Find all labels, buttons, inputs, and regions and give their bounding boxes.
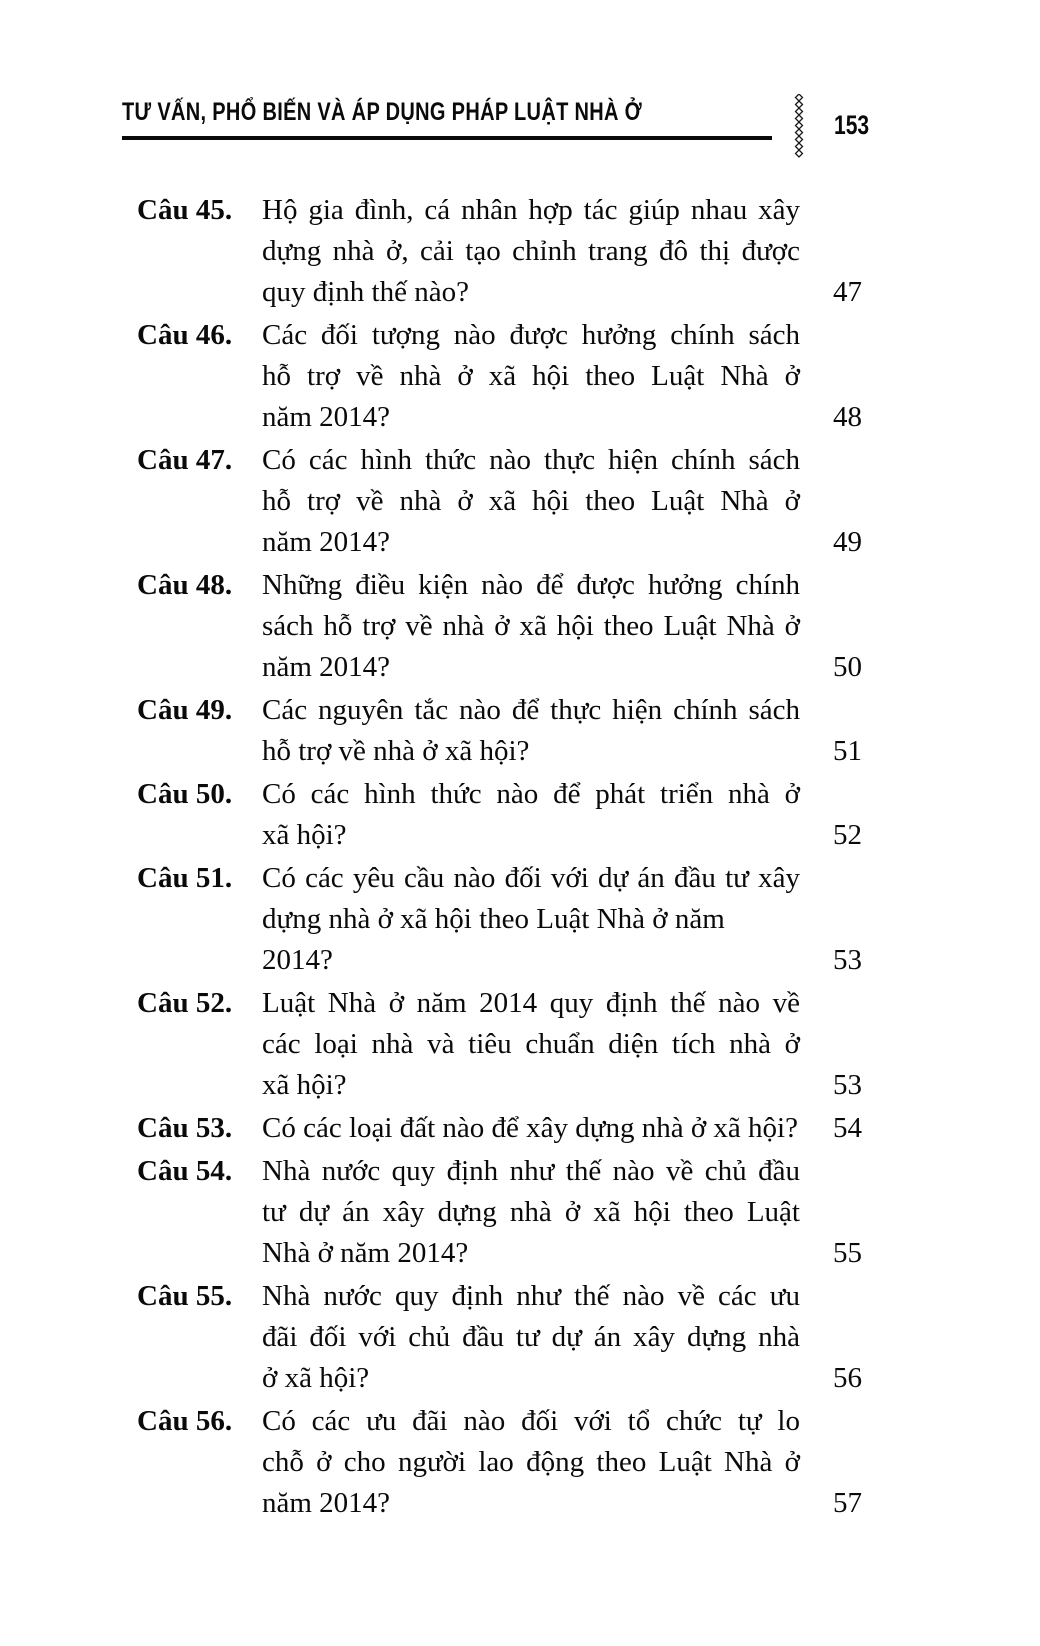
entry-question-label: Câu 53. — [137, 1112, 233, 1144]
entry-question-text — [262, 190, 800, 313]
entry-question-text — [262, 1401, 800, 1524]
toc-entry — [137, 1151, 862, 1274]
entry-text-line: năm 2014? — [262, 401, 391, 433]
entry-question-label: Câu 50. — [137, 778, 233, 810]
entry-page-number: 50 — [833, 651, 862, 683]
toc-entry — [137, 983, 862, 1106]
entry-text-line: năm 2014? — [262, 1487, 391, 1519]
entry-text-line: chỗ ở cho người lao động theo Luật Nhà ở — [262, 1446, 800, 1478]
toc-entry — [137, 690, 862, 772]
entry-page-number: 53 — [833, 944, 862, 976]
toc-entry — [137, 190, 862, 313]
entry-text-line: Có các hình thức nào để phát triển nhà ở — [262, 778, 800, 810]
entry-text-line: Có các yêu cầu nào đối với dự án đầu tư xây — [262, 862, 800, 894]
entry-question-text — [262, 440, 800, 563]
header-rule — [122, 98, 772, 140]
entry-text-line: dựng nhà ở xã hội theo Luật Nhà ở năm 2014? — [262, 903, 725, 976]
entry-page-number: 52 — [833, 819, 862, 851]
entry-text-line: hỗ trợ về nhà ở xã hội theo Luật Nhà ở — [262, 360, 800, 392]
entry-text-line: quy định thế nào? — [262, 276, 469, 308]
toc-entry — [137, 1108, 862, 1149]
entry-question-text — [262, 1276, 800, 1399]
entry-page-number: 48 — [833, 401, 862, 433]
entry-page-number: 49 — [833, 526, 862, 558]
entry-question-text — [262, 774, 800, 856]
entry-page-number: 53 — [833, 1069, 862, 1101]
entry-question-text — [262, 565, 800, 688]
entry-text-line: hỗ trợ về nhà ở xã hội? — [262, 735, 530, 767]
toc-entry — [137, 1401, 862, 1524]
chain-divider-icon — [794, 94, 804, 158]
toc-entry — [137, 1276, 862, 1399]
entry-question-label: Câu 55. — [137, 1280, 233, 1312]
entry-question-text — [262, 858, 800, 981]
entry-page-number: 55 — [833, 1237, 862, 1269]
entry-page-number: 57 — [833, 1487, 862, 1519]
entry-question-text — [262, 690, 800, 772]
toc-entry — [137, 774, 862, 856]
entry-text-line: năm 2014? — [262, 526, 391, 558]
entry-text-line: Nhà nước quy định như thế nào về các ưu — [262, 1280, 800, 1312]
entry-text-line: Các đối tượng nào được hưởng chính sách — [262, 319, 800, 351]
entry-question-label: Câu 48. — [137, 569, 233, 601]
entry-text-line: xã hội? — [262, 819, 347, 851]
entry-text-line: các loại nhà và tiêu chuẩn diện tích nhà ở — [262, 1028, 800, 1060]
entry-text-line: Có các hình thức nào thực hiện chính sách — [262, 444, 800, 476]
toc-entry — [137, 565, 862, 688]
entry-text-line: Nhà ở năm 2014? — [262, 1237, 469, 1269]
entry-question-label: Câu 45. — [137, 194, 233, 226]
entry-question-text — [262, 315, 800, 438]
entry-question-label: Câu 49. — [137, 694, 233, 726]
entry-question-label: Câu 46. — [137, 319, 233, 351]
entry-text-line: năm 2014? — [262, 651, 391, 683]
entry-text-line: Có các loại đất nào để xây dựng nhà ở xã hội? — [262, 1112, 798, 1144]
entry-text-line: Có các ưu đãi nào đối với tổ chức tự lo — [262, 1405, 800, 1437]
toc-entry — [137, 315, 862, 438]
running-header-title: TƯ VẤN, PHỔ BIẾN VÀ ÁP DỤNG PHÁP LUẬT NHÀ Ở — [122, 98, 643, 126]
entry-text-line: tư dự án xây dựng nhà ở xã hội theo Luật — [262, 1196, 800, 1228]
toc-entry — [137, 858, 862, 981]
entry-page-number: 56 — [833, 1362, 862, 1394]
entry-question-label: Câu 52. — [137, 987, 233, 1019]
entry-question-text — [262, 983, 800, 1106]
entry-question-label: Câu 56. — [137, 1405, 233, 1437]
entry-text-line: xã hội? — [262, 1069, 347, 1101]
entry-question-label: Câu 47. — [137, 444, 233, 476]
entry-text-line: Luật Nhà ở năm 2014 quy định thế nào về — [262, 987, 800, 1019]
entry-text-line: Những điều kiện nào để được hưởng chính — [262, 569, 800, 601]
header-page-number: 153 — [834, 110, 870, 140]
entry-question-label: Câu 54. — [137, 1155, 233, 1187]
entry-text-line: đãi đối với chủ đầu tư dự án xây dựng nhà — [262, 1321, 800, 1353]
toc-entry — [137, 440, 862, 563]
page-header — [122, 98, 918, 150]
entry-question-label: Câu 51. — [137, 862, 233, 894]
entry-page-number: 47 — [833, 276, 862, 308]
entry-text-line: ở xã hội? — [262, 1362, 370, 1394]
entry-text-line: sách hỗ trợ về nhà ở xã hội theo Luật Nhà ở — [262, 610, 800, 642]
entry-text-line: Nhà nước quy định như thế nào về chủ đầu — [262, 1155, 800, 1187]
entry-page-number: 54 — [833, 1112, 862, 1144]
entry-text-line: Các nguyên tắc nào để thực hiện chính sách — [262, 694, 800, 726]
entry-question-text — [262, 1108, 800, 1149]
table-of-contents — [137, 190, 862, 1526]
entry-page-number: 51 — [833, 735, 862, 767]
entry-text-line: dựng nhà ở, cải tạo chỉnh trang đô thị được — [262, 235, 800, 267]
entry-text-line: hỗ trợ về nhà ở xã hội theo Luật Nhà ở — [262, 485, 800, 517]
entry-question-text — [262, 1151, 800, 1274]
entry-text-line: Hộ gia đình, cá nhân hợp tác giúp nhau xây — [262, 194, 800, 226]
